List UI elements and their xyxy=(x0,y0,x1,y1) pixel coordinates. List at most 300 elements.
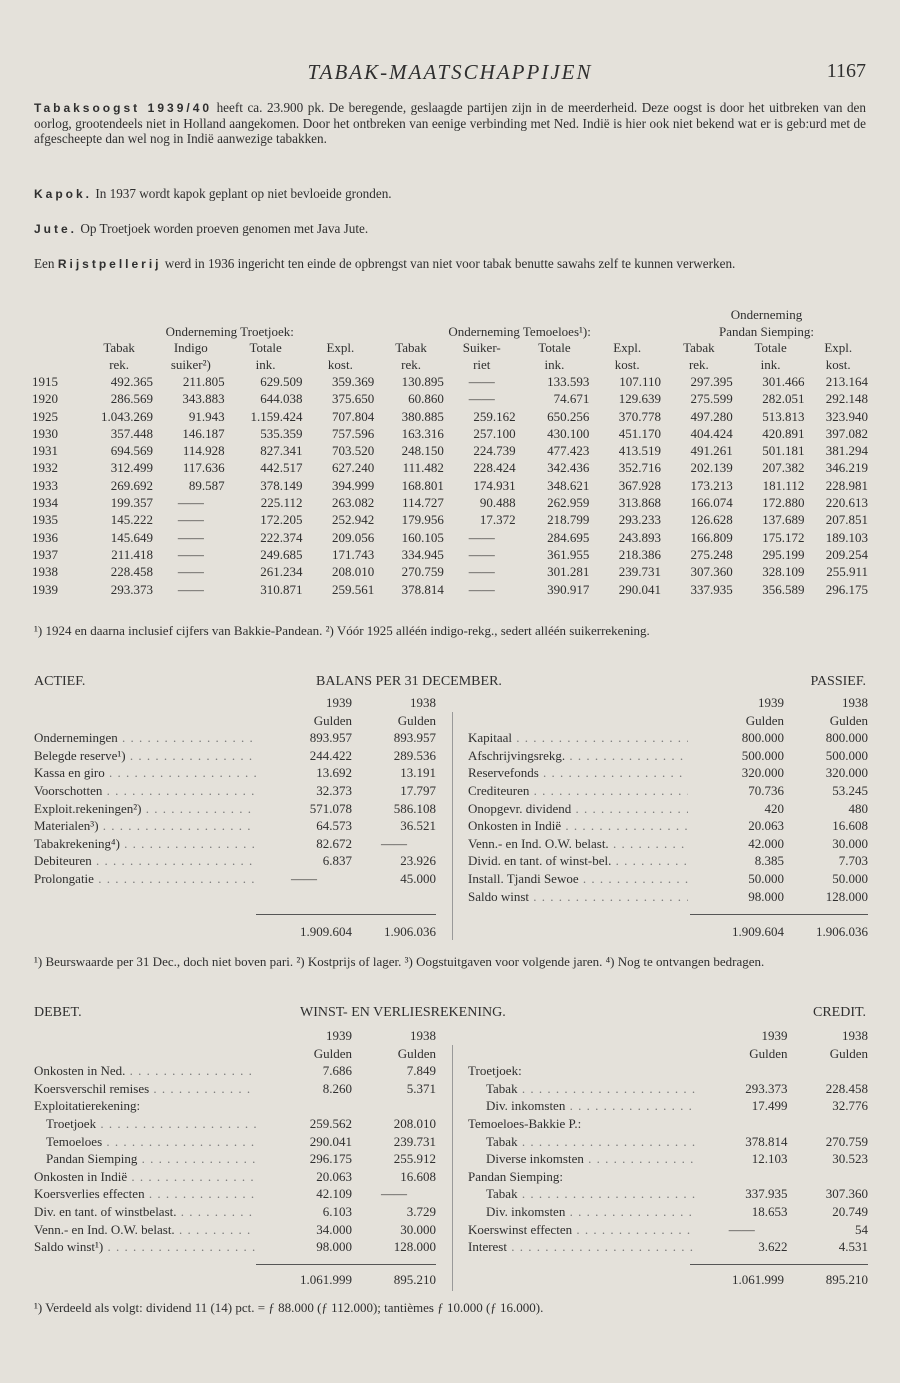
account-row xyxy=(468,1221,868,1239)
table-cell: 259.561 xyxy=(331,581,375,597)
currency-header: Gulden xyxy=(397,1045,436,1061)
table-cell: 145.222 xyxy=(110,512,153,528)
account-label-cell xyxy=(468,888,688,906)
table-cell: 313.868 xyxy=(618,495,662,511)
paragraph-jute xyxy=(34,221,866,237)
leader-dots xyxy=(102,783,256,798)
table-cell: 181.112 xyxy=(762,477,805,493)
account-row xyxy=(34,835,436,853)
table-cell: 211.418 xyxy=(111,546,153,562)
account-label-cell xyxy=(468,817,688,835)
paragraph-label: Kapok. xyxy=(34,187,93,201)
page-title: TABAK-MAATSCHAPPIJEN xyxy=(307,60,593,84)
amount-cell: 12.103 xyxy=(751,1151,788,1167)
debet-table xyxy=(34,1027,436,1256)
table-cell: 477.423 xyxy=(547,443,590,459)
amount-cell: 34.000 xyxy=(316,1221,352,1237)
table-cell: 211.805 xyxy=(182,374,225,389)
account-label-cell xyxy=(468,1203,696,1221)
column-header: ink. xyxy=(544,356,565,372)
leader-dots xyxy=(175,1222,256,1237)
amount-cell: 337.935 xyxy=(745,1186,788,1202)
account-row xyxy=(34,1168,436,1186)
table-cell: 249.685 xyxy=(260,546,303,562)
amount-cell: 20.063 xyxy=(316,1168,352,1184)
account-row xyxy=(468,729,868,747)
table-cell: 492.365 xyxy=(110,374,153,389)
leader-dots xyxy=(120,836,256,851)
table-cell: 189.103 xyxy=(825,529,868,545)
winst-divider xyxy=(452,1045,453,1291)
account-row xyxy=(468,1080,868,1098)
table-cell: 252.942 xyxy=(331,512,375,528)
table-cell: 312.499 xyxy=(110,460,153,476)
account-label: Troetjoek: xyxy=(468,1063,522,1079)
credit-heading: CREDIT. xyxy=(812,1005,866,1020)
amount-cell: 480 xyxy=(848,800,868,816)
table-cell: 361.955 xyxy=(547,546,590,562)
table-cell: 166.809 xyxy=(690,529,733,545)
table-cell: 111.482 xyxy=(402,460,444,476)
table-cell: 114.727 xyxy=(402,495,444,511)
table-cell: 295.199 xyxy=(762,546,805,562)
currency-header: Gulden xyxy=(749,1045,788,1061)
table-cell: 491.261 xyxy=(690,443,733,459)
account-row xyxy=(468,852,868,870)
leader-dots xyxy=(609,836,688,851)
year-header: 1939 xyxy=(326,695,352,710)
table-cell: 243.893 xyxy=(618,529,662,545)
table-cell: 310.871 xyxy=(260,581,303,597)
year-cell: 1936 xyxy=(32,529,58,545)
account-row xyxy=(468,764,868,782)
table-cell: 209.254 xyxy=(825,546,868,562)
account-label-cell xyxy=(34,800,256,818)
table-cell: 207.382 xyxy=(762,460,805,476)
table-cell: 275.599 xyxy=(690,391,733,407)
account-label-cell xyxy=(34,1185,256,1203)
actief-total-1939: 1.909.604 xyxy=(300,924,352,939)
production-footnote: ¹) 1924 en daarna inclusief cijfers van Bakkie-Pandean. ²) Vóór 1925 alléén indigo-rekg., sedert alléén suikerrekening. xyxy=(34,623,650,638)
table-cell: 17.372 xyxy=(479,512,516,528)
column-header: riet xyxy=(473,356,491,372)
amount-cell: 500.000 xyxy=(825,747,868,763)
table-cell: 307.360 xyxy=(690,564,733,580)
account-row xyxy=(34,1238,436,1256)
table-cell: 130.895 xyxy=(401,374,444,389)
account-label: Debiteuren xyxy=(34,853,92,869)
paragraph-label: Tabaksoogst 1939/40 xyxy=(34,101,213,115)
group-header-troetjoek: Onderneming Troetjoek: xyxy=(165,323,294,339)
account-label: Pandan Siemping: xyxy=(468,1168,563,1184)
amount-cell: 17.499 xyxy=(751,1098,788,1114)
table-cell: 356.589 xyxy=(762,581,805,597)
amount-cell: 320.000 xyxy=(741,765,784,781)
account-row xyxy=(468,1133,868,1151)
account-label: Onkosten in Indië xyxy=(34,1168,128,1184)
column-header: ink. xyxy=(760,356,781,372)
amount-cell: 320.000 xyxy=(825,765,868,781)
account-label-cell xyxy=(468,1133,696,1151)
column-header: suiker²) xyxy=(170,356,211,372)
table-row xyxy=(30,477,870,494)
amount-cell: 45.000 xyxy=(400,870,436,886)
amount-cell: 17.797 xyxy=(400,782,436,798)
year-cell: 1937 xyxy=(32,546,58,562)
leader-dots xyxy=(539,765,688,780)
table-cell: 168.801 xyxy=(401,477,444,493)
amount-cell: 4.531 xyxy=(838,1239,868,1255)
table-cell: 501.181 xyxy=(762,443,805,459)
table-cell: 262.959 xyxy=(547,495,590,511)
table-row xyxy=(30,563,870,580)
group-header-pandan-1: Onderneming xyxy=(730,307,803,322)
account-row xyxy=(468,1203,868,1221)
amount-cell: 16.608 xyxy=(832,818,868,834)
table-cell: 270.759 xyxy=(401,564,444,580)
table-cell: 91.943 xyxy=(188,408,225,424)
account-row xyxy=(468,888,868,906)
table-cell: 650.256 xyxy=(547,408,590,424)
account-label: Ondernemingen xyxy=(34,730,118,746)
amount-cell: 255.912 xyxy=(393,1151,436,1167)
amount-cell: 893.957 xyxy=(309,730,352,746)
account-label-cell xyxy=(34,782,256,800)
table-cell: 334.945 xyxy=(401,546,444,562)
table-cell: 257.100 xyxy=(473,425,516,441)
account-label-cell xyxy=(34,764,256,782)
table-cell: 171.743 xyxy=(331,546,375,562)
table-cell: 1.043.269 xyxy=(100,408,153,424)
table-cell: 239.731 xyxy=(618,564,662,580)
amount-cell: 296.175 xyxy=(309,1151,352,1167)
account-label: Koersverlies effecten xyxy=(34,1186,145,1202)
column-header: kost. xyxy=(327,356,353,372)
amount-cell: 800.000 xyxy=(741,730,784,746)
table-cell: 629.509 xyxy=(260,374,303,389)
account-label-cell xyxy=(468,1150,696,1168)
account-label-cell xyxy=(34,817,256,835)
account-row xyxy=(468,1150,868,1168)
amount-cell: 500.000 xyxy=(741,747,784,763)
amount-cell: 378.814 xyxy=(745,1133,788,1149)
column-header: Tabak xyxy=(683,340,715,355)
amount-cell: 30.000 xyxy=(400,1221,436,1237)
table-cell: 359.369 xyxy=(331,374,375,389)
passief-heading: PASSIEF. xyxy=(810,674,866,689)
account-row xyxy=(468,1062,868,1080)
balans-divider xyxy=(452,712,453,940)
table-cell: 172.205 xyxy=(260,512,303,528)
account-label: Crediteuren xyxy=(468,782,530,798)
account-label: Venn.- en Ind. O.W. belast. xyxy=(34,1221,175,1237)
account-row xyxy=(468,1185,868,1203)
account-row xyxy=(468,747,868,765)
account-label: Tabak xyxy=(486,1080,518,1096)
table-cell: 207.851 xyxy=(825,512,868,528)
actief-sum-line xyxy=(256,914,436,915)
account-row xyxy=(468,835,868,853)
table-cell: 348.621 xyxy=(547,477,590,493)
amount-cell: 42.109 xyxy=(316,1186,352,1202)
account-row xyxy=(34,1062,436,1080)
table-cell: 394.999 xyxy=(331,477,375,493)
table-cell: —— xyxy=(468,581,495,597)
currency-header: Gulden xyxy=(829,712,868,728)
paragraph-text-pre: Een xyxy=(34,256,58,271)
amount-cell: —— xyxy=(381,835,407,851)
table-cell: 126.628 xyxy=(690,512,733,528)
actief-heading: ACTIEF. xyxy=(34,674,86,689)
table-cell: 827.341 xyxy=(260,443,303,459)
table-cell: 145.649 xyxy=(110,529,153,545)
actief-total-1938: 1.906.036 xyxy=(384,924,436,939)
leader-dots xyxy=(126,748,256,763)
table-cell: —— xyxy=(177,581,204,597)
table-cell: 397.082 xyxy=(825,425,868,441)
table-cell: 328.109 xyxy=(762,564,805,580)
balans-title-row xyxy=(34,674,866,692)
amount-cell: 30.000 xyxy=(832,835,868,851)
amount-cell: 23.926 xyxy=(400,853,436,869)
paragraph-label: Rijstpellerij xyxy=(57,257,162,271)
account-label-cell xyxy=(468,747,688,765)
table-cell: 301.466 xyxy=(762,374,805,389)
amount-cell: 50.000 xyxy=(748,870,784,886)
account-row xyxy=(34,1115,436,1133)
amount-cell: 16.608 xyxy=(400,1168,436,1184)
account-label: Onopgevr. dividend xyxy=(468,800,572,816)
amount-cell: 30.523 xyxy=(832,1151,868,1167)
amount-cell: 128.000 xyxy=(825,888,868,904)
account-label-cell xyxy=(468,1168,696,1186)
amount-cell: 18.653 xyxy=(751,1203,788,1219)
account-label: Div. inkomsten xyxy=(486,1203,566,1219)
account-row xyxy=(468,800,868,818)
account-label: Onkosten in Indië xyxy=(468,818,562,834)
account-label-cell xyxy=(34,1221,256,1239)
account-label-cell xyxy=(468,1185,696,1203)
column-header: ink. xyxy=(255,356,276,372)
table-cell: 378.814 xyxy=(401,581,444,597)
column-header: rek. xyxy=(688,356,709,372)
amount-cell xyxy=(787,1062,868,1080)
table-cell: —— xyxy=(468,374,495,389)
account-label: Saldo winst¹) xyxy=(34,1239,104,1255)
amount-cell: —— xyxy=(381,1186,407,1202)
group-header-temoeloes: Onderneming Temoeloes¹): xyxy=(448,323,591,339)
table-cell: 757.596 xyxy=(331,425,375,441)
table-row xyxy=(30,442,870,459)
table-cell: 286.569 xyxy=(110,391,153,407)
account-label-cell xyxy=(34,1080,256,1098)
column-header: kost. xyxy=(825,356,851,372)
amount-cell: —— xyxy=(291,870,317,886)
account-label: Install. Tjandi Sewoe xyxy=(468,870,579,886)
currency-header: Gulden xyxy=(313,712,352,728)
account-label: Tabakrekening⁴) xyxy=(34,835,120,851)
account-row xyxy=(468,1097,868,1115)
account-label: Exploit.rekeningen²) xyxy=(34,800,142,816)
account-row xyxy=(34,1080,436,1098)
table-cell: 228.981 xyxy=(825,477,868,493)
column-header: rek. xyxy=(401,356,421,372)
table-cell: 89.587 xyxy=(188,477,225,493)
year-cell: 1931 xyxy=(32,443,58,459)
leader-dots xyxy=(103,1239,256,1254)
amount-cell: 239.731 xyxy=(393,1133,436,1149)
table-cell: 213.164 xyxy=(825,374,868,389)
account-label-cell xyxy=(34,1238,256,1256)
amount-cell: 50.000 xyxy=(832,870,868,886)
year-header: 1938 xyxy=(410,1028,436,1043)
table-cell: 225.112 xyxy=(260,495,303,511)
credit-total-1939: 1.061.999 xyxy=(732,1272,784,1287)
table-cell: 209.056 xyxy=(331,529,375,545)
leader-dots xyxy=(96,1116,256,1131)
account-label: Pandan Siemping xyxy=(46,1151,138,1167)
account-label: Venn.- en Ind. O.W. belast. xyxy=(468,835,609,851)
table-row xyxy=(30,511,870,528)
year-cell: 1935 xyxy=(32,512,58,528)
account-label-cell xyxy=(34,1168,256,1186)
account-label-cell xyxy=(468,782,688,800)
amount-cell: 128.000 xyxy=(393,1239,436,1255)
account-label-cell xyxy=(468,870,688,888)
leader-dots xyxy=(94,871,256,886)
table-cell: —— xyxy=(468,529,495,545)
table-cell: 199.357 xyxy=(110,495,153,511)
table-row xyxy=(30,408,870,425)
amount-cell: 7.686 xyxy=(322,1063,352,1079)
account-label: Tabak xyxy=(486,1133,518,1149)
account-row xyxy=(34,1203,436,1221)
table-row xyxy=(30,546,870,563)
amount-cell: 208.010 xyxy=(393,1115,436,1131)
leader-dots xyxy=(512,730,688,745)
account-label: Koersverschil remises xyxy=(34,1080,150,1096)
table-cell: 301.281 xyxy=(547,564,590,580)
account-label: Diverse inkomsten xyxy=(486,1151,584,1167)
table-cell: 175.172 xyxy=(762,529,805,545)
account-row xyxy=(34,764,436,782)
leader-dots xyxy=(105,765,256,780)
account-row xyxy=(34,1133,436,1151)
table-cell: 248.150 xyxy=(401,443,444,459)
currency-header: Gulden xyxy=(745,712,784,728)
account-row xyxy=(34,800,436,818)
table-cell: 290.041 xyxy=(618,581,662,597)
year-header: 1938 xyxy=(842,1028,868,1043)
paragraph-rijstpellerij xyxy=(34,256,866,272)
table-cell: 293.233 xyxy=(618,512,662,528)
amount-cell: 53.245 xyxy=(832,782,868,798)
account-label-cell xyxy=(34,1115,256,1133)
column-header: Totale xyxy=(754,340,787,355)
account-label: Prolongatie xyxy=(34,870,94,886)
table-cell: —— xyxy=(468,546,495,562)
amount-cell: 5.371 xyxy=(406,1080,436,1096)
actief-table xyxy=(34,694,436,888)
table-cell: —— xyxy=(177,495,204,511)
table-cell: 337.935 xyxy=(690,581,733,597)
table-cell: 346.219 xyxy=(825,460,868,476)
table-cell: 343.883 xyxy=(182,391,225,407)
account-row xyxy=(34,852,436,870)
account-row xyxy=(468,1238,868,1256)
table-cell: 627.240 xyxy=(331,460,375,476)
table-cell: 1.159.424 xyxy=(250,408,303,424)
column-header: rek. xyxy=(109,356,130,372)
amount-cell: 98.000 xyxy=(748,888,784,904)
account-label-cell xyxy=(468,852,688,870)
table-cell: 703.520 xyxy=(331,443,375,459)
amount-cell: 7.703 xyxy=(838,853,868,869)
account-label-cell xyxy=(468,729,688,747)
table-cell: 352.716 xyxy=(618,460,662,476)
account-label-cell xyxy=(34,1097,256,1115)
amount-cell: 289.536 xyxy=(393,747,436,763)
table-cell: —— xyxy=(177,546,204,562)
table-cell: 342.436 xyxy=(547,460,590,476)
amount-cell: 571.078 xyxy=(309,800,352,816)
amount-cell: 8.260 xyxy=(322,1080,352,1096)
amount-cell: 800.000 xyxy=(825,730,868,746)
amount-cell: 8.385 xyxy=(754,853,784,869)
column-header: Tabak xyxy=(103,340,135,355)
amount-cell: 6.103 xyxy=(322,1203,352,1219)
account-row xyxy=(34,1097,436,1115)
leader-dots xyxy=(565,1098,696,1113)
table-cell: 381.294 xyxy=(825,443,868,459)
column-header: Expl. xyxy=(613,340,642,355)
amount-cell xyxy=(696,1062,787,1080)
column-header: Indigo xyxy=(173,340,208,355)
table-cell: 255.911 xyxy=(826,564,868,580)
table-cell: 90.488 xyxy=(479,495,516,511)
table-cell: 107.110 xyxy=(619,374,662,389)
account-row xyxy=(468,1168,868,1186)
currency-header: Gulden xyxy=(829,1045,868,1061)
year-cell: 1934 xyxy=(32,495,58,511)
account-label: Interest xyxy=(468,1239,507,1255)
year-cell: 1932 xyxy=(32,460,58,476)
amount-cell: 54 xyxy=(855,1221,868,1237)
table-cell: 644.038 xyxy=(260,391,303,407)
table-cell: 218.386 xyxy=(618,546,662,562)
table-cell: 282.051 xyxy=(762,391,805,407)
leader-dots xyxy=(571,801,688,816)
account-label-cell xyxy=(34,729,256,747)
table-cell: 173.213 xyxy=(690,477,733,493)
account-label: Saldo winst xyxy=(468,888,530,904)
leader-dots xyxy=(125,1063,256,1078)
table-cell: 263.082 xyxy=(331,495,375,511)
paragraph-text: werd in 1936 ingericht ten einde de opbrengst van niet voor tabak benutte sawahs zelf te kunnen verwerken. xyxy=(161,256,736,271)
table-cell: 114.928 xyxy=(182,443,225,459)
table-cell: 133.593 xyxy=(547,374,590,389)
amount-cell: 32.373 xyxy=(316,782,352,798)
column-header: kost. xyxy=(614,356,640,372)
paragraph-text: heeft ca. 23.900 pk. De beregende, geslaagde partijen zijn in de meerderheid. Deze oogst is door het uitbreken van den oorlog, grootendeels niet in Holland aangekomen. Door het ontbreken van eenige verbinding met Ned. Indië is hier ook niet bekend wat er is geb:urd met de afgescheepte dan wel nog in Indië aanwezige tabakken. xyxy=(34,100,866,146)
paragraph-text: In 1937 wordt kapok geplant op niet bevloeide gronden. xyxy=(92,186,392,201)
column-header: Totale xyxy=(538,340,571,355)
table-cell: 60.860 xyxy=(408,391,444,407)
table-cell: 404.424 xyxy=(690,425,733,441)
table-cell: 218.799 xyxy=(547,512,590,528)
amount-cell: 13.191 xyxy=(400,765,436,781)
table-cell: 707.804 xyxy=(331,408,375,424)
